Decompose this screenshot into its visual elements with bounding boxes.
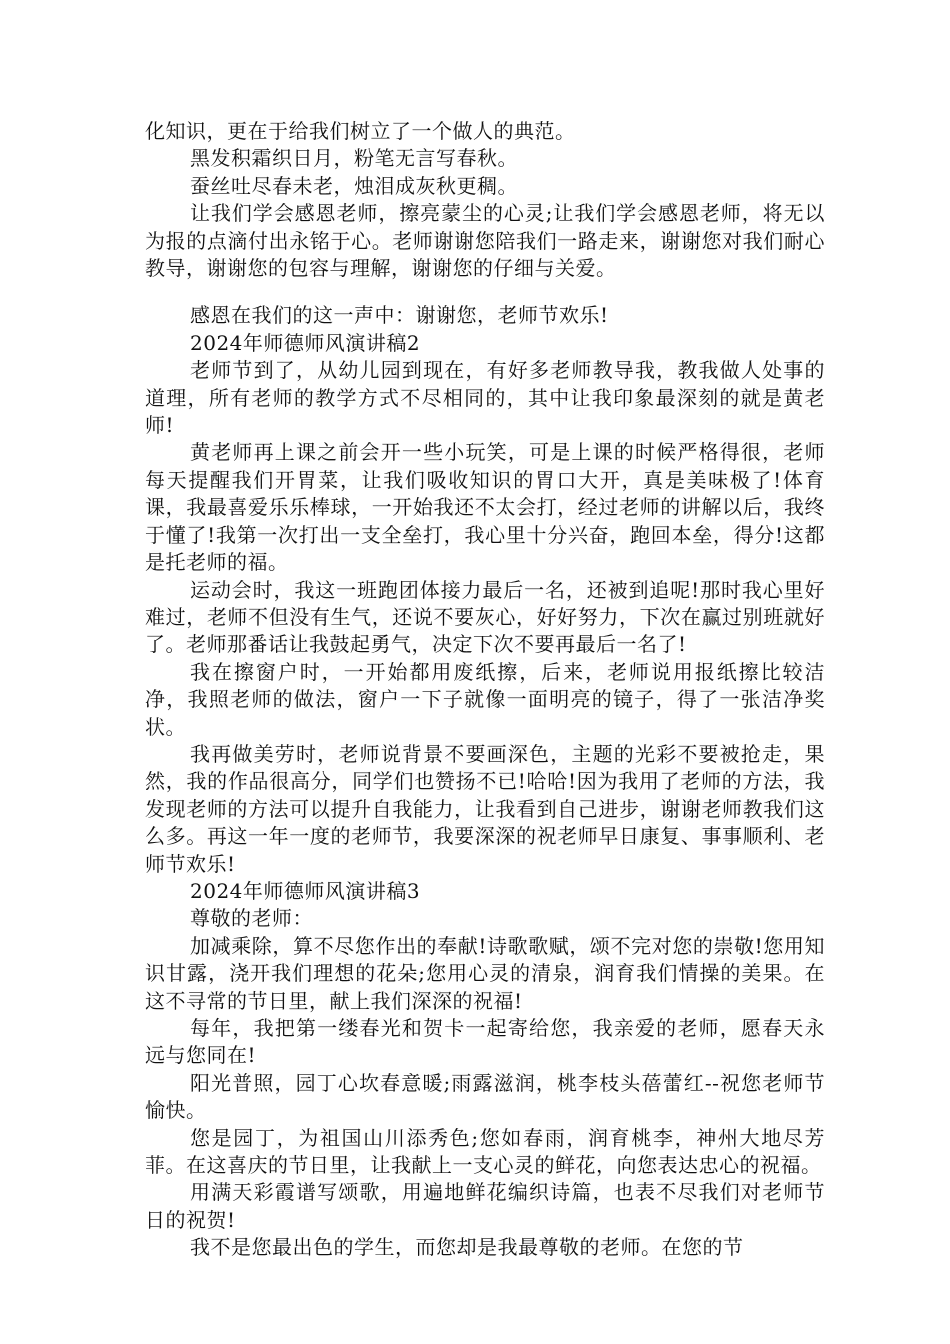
paragraph-13: 阳光普照，园丁心坎春意暖;雨露滋润，桃李枝头蓓蕾红--祝您老师节愉快。 bbox=[145, 1070, 825, 1123]
paragraph-9: 我在擦窗户时，一开始都用废纸擦，后来，老师说用报纸擦比较洁净，我照老师的做法，窗户一下子就像一面明亮的镜子，得了一张洁净奖状。 bbox=[145, 659, 825, 739]
paragraph-11: 加减乘除，算不尽您作出的奉献!诗歌歌赋，颂不完对您的崇敬!您用知识甘露，浇开我们理想的花朵;您用心灵的清泉，润育我们情操的美果。在这不寻常的节日里，献上我们深深的祝福! bbox=[145, 933, 825, 1013]
paragraph-14: 您是园丁，为祖国山川添秀色;您如春雨，润育桃李，神州大地尽芳菲。在这喜庆的节日里，让我献上一支心灵的鲜花，向您表达忠心的祝福。 bbox=[145, 1125, 825, 1178]
paragraph-16: 我不是您最出色的学生，而您却是我最尊敬的老师。在您的节 bbox=[190, 1235, 744, 1260]
blank-line bbox=[145, 282, 825, 302]
salutation: 尊敬的老师： bbox=[190, 906, 313, 931]
paragraph-2: 黑发积霜织日月，粉笔无言写春秋。 bbox=[190, 146, 518, 171]
paragraph-6: 老师节到了，从幼儿园到现在，有好多老师教导我，教我做人处事的道理，所有老师的教学方式不尽相同的，其中让我印象最深刻的就是黄老师! bbox=[145, 358, 825, 438]
section-title-3: 2024年师德师风演讲稿3 bbox=[190, 878, 421, 903]
paragraph-8: 运动会时，我这一班跑团体接力最后一名，还被到追呢!那时我心里好难过，老师不但没有生气，还说不要灰心，好好努力，下次在赢过别班就好了。老师那番话让我鼓起勇气，决定下次不要再最后一名了! bbox=[145, 577, 825, 657]
section-title-2: 2024年师德师风演讲稿2 bbox=[190, 330, 421, 355]
paragraph-5: 感恩在我们的这一声中：谢谢您，老师节欢乐! bbox=[190, 303, 609, 328]
paragraph-12: 每年，我把第一缕春光和贺卡一起寄给您，我亲爱的老师，愿春天永远与您同在! bbox=[145, 1016, 825, 1068]
paragraph-15: 用满天彩霞谱写颂歌，用遍地鲜花编织诗篇，也表不尽我们对老师节日的祝贺! bbox=[145, 1180, 825, 1232]
paragraph-7: 黄老师再上课之前会开一些小玩笑，可是上课的时候严格得很，老师每天提醒我们开胃菜，让我们吸收知识的胃口大开，真是美味极了!体育课，我最喜爱乐乐棒球，一开始我还不太会打，经过老师的讲解以后，我终于懂了!我第一次打出一支全垒打，我心里十分兴奋，跑回本垒，得分!这都是托老师的福。 bbox=[145, 440, 825, 575]
paragraph-1: 化知识，更在于给我们树立了一个做人的典范。 bbox=[145, 119, 576, 143]
paragraph-3: 蚕丝吐尽春未老，烛泪成灰秋更稠。 bbox=[190, 173, 518, 198]
paragraph-10: 我再做美劳时，老师说背景不要画深色，主题的光彩不要被抢走，果然，我的作品很高分，同学们也赞扬不已!哈哈!因为我用了老师的方法，我发现老师的方法可以提升自我能力，让我看到自己进步，谢谢老师教我们这么多。再这一年一度的老师节，我要深深的祝老师早日康复、事事顺利、老师节欢乐! bbox=[145, 741, 825, 876]
paragraph-4: 让我们学会感恩老师，擦亮蒙尘的心灵;让我们学会感恩老师，将无以为报的点滴付出永铭于心。老师谢谢您陪我们一路走来，谢谢您对我们耐心教导，谢谢您的包容与理解，谢谢您的仔细与关爱。 bbox=[145, 201, 825, 281]
document-page bbox=[145, 118, 825, 1262]
